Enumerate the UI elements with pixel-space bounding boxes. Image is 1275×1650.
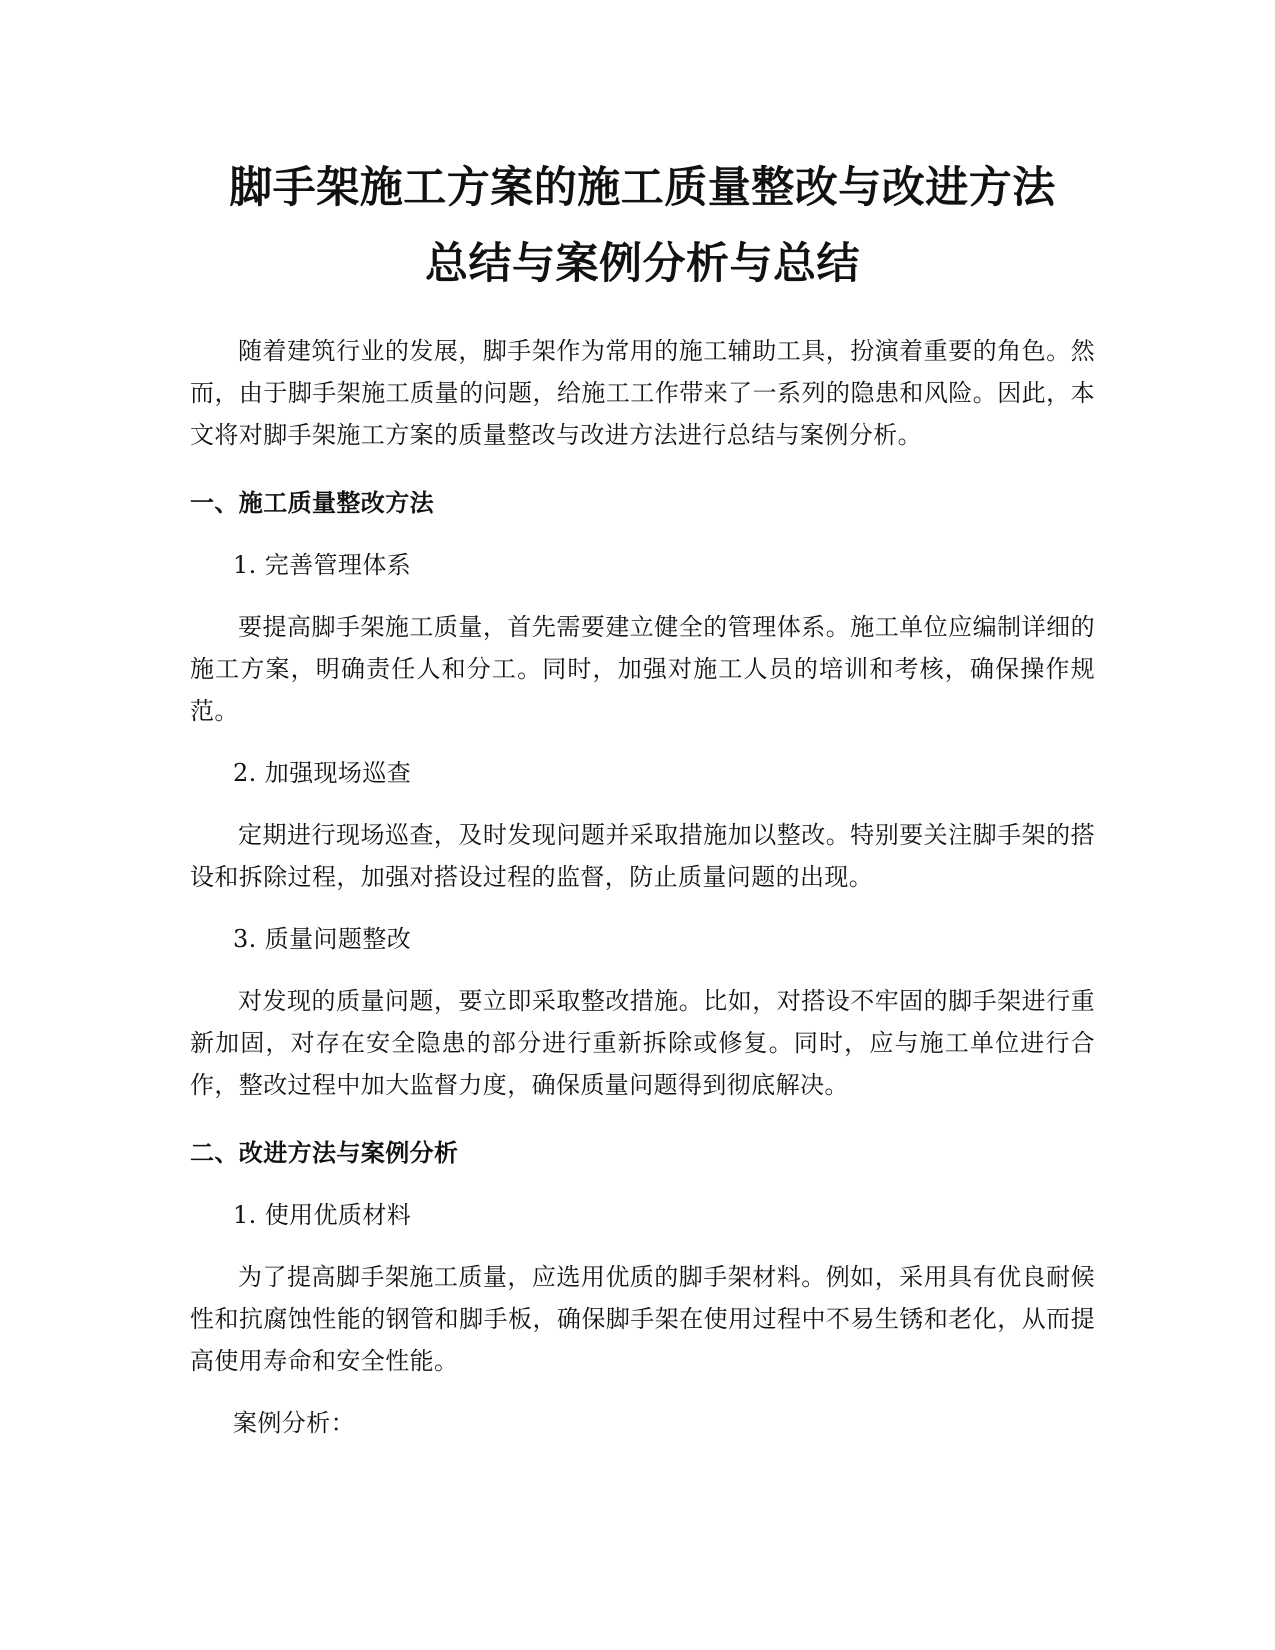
document-title [190, 150, 1095, 302]
section-1-item-3-title: 3. 质量问题整改 [233, 925, 412, 953]
case-analysis-label: 案例分析： [233, 1409, 355, 1437]
section-1-item-2-text: 定期进行现场巡查，及时发现问题并采取措施加以整改。特别要关注脚手架的搭设和拆除过程，加强对搭设过程的监督，防止质量问题的出现。 [190, 821, 1095, 891]
section-1-item-3-text: 对发现的质量问题，要立即采取整改措施。比如，对搭设不牢固的脚手架进行重新加固，对存在安全隐患的部分进行重新拆除或修复。同时，应与施工单位进行合作，整改过程中加大监督力度，确保质量问题得到彻底解决。 [190, 987, 1095, 1099]
section-1-item-2-title: 2. 加强现场巡查 [233, 759, 412, 787]
section-1-heading: 一、施工质量整改方法 [190, 489, 434, 517]
section-2-item-1-text: 为了提高脚手架施工质量，应选用优质的脚手架材料。例如，采用具有优良耐候性和抗腐蚀性能的钢管和脚手板，确保脚手架在使用过程中不易生锈和老化，从而提高使用寿命和安全性能。 [190, 1263, 1095, 1375]
section-1-item-1-text: 要提高脚手架施工质量，首先需要建立健全的管理体系。施工单位应编制详细的施工方案，明确责任人和分工。同时，加强对施工人员的培训和考核，确保操作规范。 [190, 613, 1095, 725]
title-line-1: 脚手架施工方案的施工质量整改与改进方法 [229, 163, 1056, 213]
section-1-item-1-title: 1. 完善管理体系 [233, 551, 412, 579]
intro-paragraph: 随着建筑行业的发展，脚手架作为常用的施工辅助工具，扮演着重要的角色。然而，由于脚手架施工质量的问题，给施工工作带来了一系列的隐患和风险。因此，本文将对脚手架施工方案的质量整改与改进方法进行总结与案例分析。 [190, 337, 1095, 449]
section-2-item-1-title: 1. 使用优质材料 [233, 1201, 412, 1229]
title-line-2: 总结与案例分析与总结 [425, 239, 860, 289]
section-2-heading: 二、改进方法与案例分析 [190, 1139, 459, 1167]
